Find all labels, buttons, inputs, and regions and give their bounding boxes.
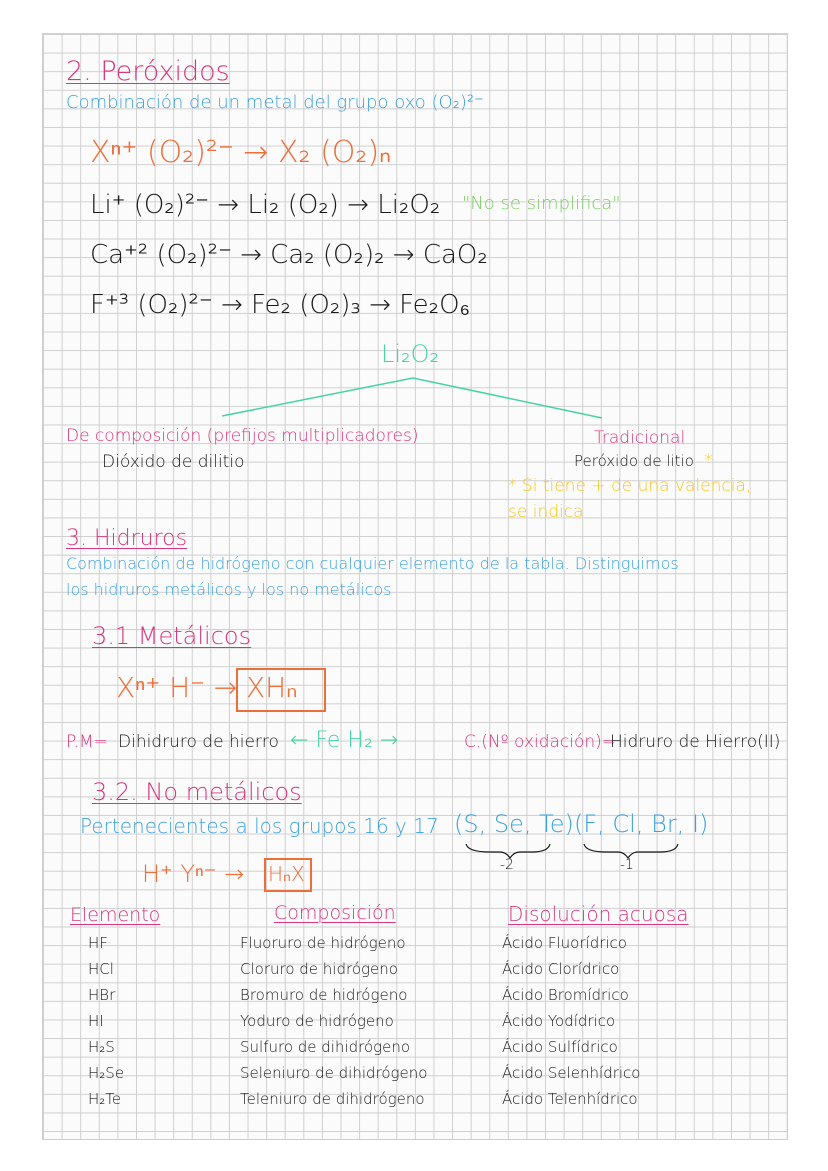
table-cell-aqueous: Ácido Sulfídrico [502, 1038, 618, 1056]
stock-label: C.(Nº oxidación)= [464, 732, 617, 752]
stock-name: Hidruro de Hierro(II) [610, 732, 781, 752]
table-cell-element: HF [88, 934, 108, 952]
table-header-element: Elemento [70, 904, 161, 926]
hydrides-definition-line1: Combinación de hidrógeno con cualquier elemento de la tabla. Distinguimos [66, 554, 679, 573]
peroxide-example-lithium: Li⁺ (O₂)²⁻ → Li₂ (O₂) → Li₂O₂ [90, 190, 441, 220]
metallic-formula-result: XHₙ [246, 671, 298, 704]
table-cell-aqueous: Ácido Yodídrico [502, 1012, 616, 1030]
brace-group17 [584, 844, 678, 858]
hydrides-definition-line2: los hidruros metálicos y los no metálicos [66, 580, 392, 599]
table-cell-element: H₂S [88, 1038, 115, 1056]
brace-group16 [466, 844, 550, 858]
table-cell-element: HI [88, 1012, 104, 1030]
composition-name: Dióxido de dilitio [102, 452, 245, 472]
traditional-note-line1: * Si tiene + de una valencia, [508, 476, 752, 496]
pm-label: P.M= [66, 732, 108, 752]
metallic-formula: Xⁿ⁺ H⁻ → [116, 671, 238, 704]
table-cell-aqueous: Ácido Clorídrico [502, 960, 620, 978]
hydrides-title: 3. Hidruros [66, 526, 188, 551]
peroxide-example-calcium: Ca⁺² (O₂)²⁻ → Ca₂ (O₂)₂ → CaO₂ [90, 240, 488, 270]
table-header-aqueous: Disolución acuosa [508, 902, 689, 926]
group17-elements: (F, Cl, Br, I) [574, 810, 709, 838]
composition-label: De composición (prefijos multiplicadores) [66, 426, 419, 446]
table-cell-aqueous: Ácido Telenhídrico [502, 1090, 638, 1108]
table-cell-element: HBr [88, 986, 116, 1004]
group16-elements: (S, Se, Te) [454, 810, 574, 838]
iron-hydride-example: ← Fe H₂ → [290, 728, 399, 753]
table-cell-composition: Cloruro de hidrógeno [240, 960, 398, 978]
nonmetallic-formula: H⁺ Yⁿ⁻ → [142, 860, 245, 888]
table-cell-composition: Sulfuro de dihidrógeno [240, 1038, 411, 1056]
table-cell-aqueous: Ácido Bromídrico [502, 986, 629, 1004]
naming-compound: Li₂O₂ [381, 340, 440, 368]
nonmetallic-subtitle: 3.2. No metálicos [92, 778, 302, 806]
table-cell-aqueous: Ácido Fluorídrico [502, 934, 627, 952]
metallic-subtitle: 3.1 Metálicos [92, 622, 252, 650]
traditional-note-line2: se indica [508, 502, 584, 522]
peroxide-example-iron: F⁺³ (O₂)²⁻ → Fe₂ (O₂)₃ → Fe₂O₆ [90, 290, 471, 320]
peroxides-definition: Combinación de un metal del grupo oxo (O₂)²⁻ [66, 92, 484, 113]
peroxides-title: 2. Peróxidos [66, 56, 230, 87]
table-cell-element: H₂Se [88, 1064, 125, 1082]
no-simplify-note: "No se simplifica" [462, 193, 621, 214]
table-cell-composition: Fluoruro de hidrógeno [240, 934, 406, 952]
table-cell-element: HCl [88, 960, 114, 978]
table-header-composition: Composición [274, 902, 396, 924]
nonmetallic-formula-result: HₙX [268, 862, 305, 886]
pm-name: Dihidruro de hierro [118, 732, 279, 752]
group17-charge: -1 [620, 857, 634, 873]
table-cell-composition: Bromuro de hidrógeno [240, 986, 408, 1004]
table-cell-element: H₂Te [88, 1090, 122, 1108]
group16-charge: -2 [500, 857, 514, 873]
table-cell-composition: Yoduro de hidrógeno [240, 1012, 394, 1030]
traditional-label: Tradicional [594, 428, 686, 448]
asterisk-mark: * [704, 450, 713, 471]
peroxides-general-formula: Xⁿ⁺ (O₂)²⁻ → X₂ (O₂)ₙ [90, 135, 392, 170]
table-cell-composition: Teleniuro de dihidrógeno [240, 1090, 425, 1108]
traditional-name: Peróxido de litio [574, 452, 694, 470]
nonmetallic-groups: Pertenecientes a los grupos 16 y 17 [80, 814, 439, 838]
table-cell-aqueous: Ácido Selenhídrico [502, 1064, 641, 1082]
table-cell-composition: Seleniuro de dihidrógeno [240, 1064, 428, 1082]
